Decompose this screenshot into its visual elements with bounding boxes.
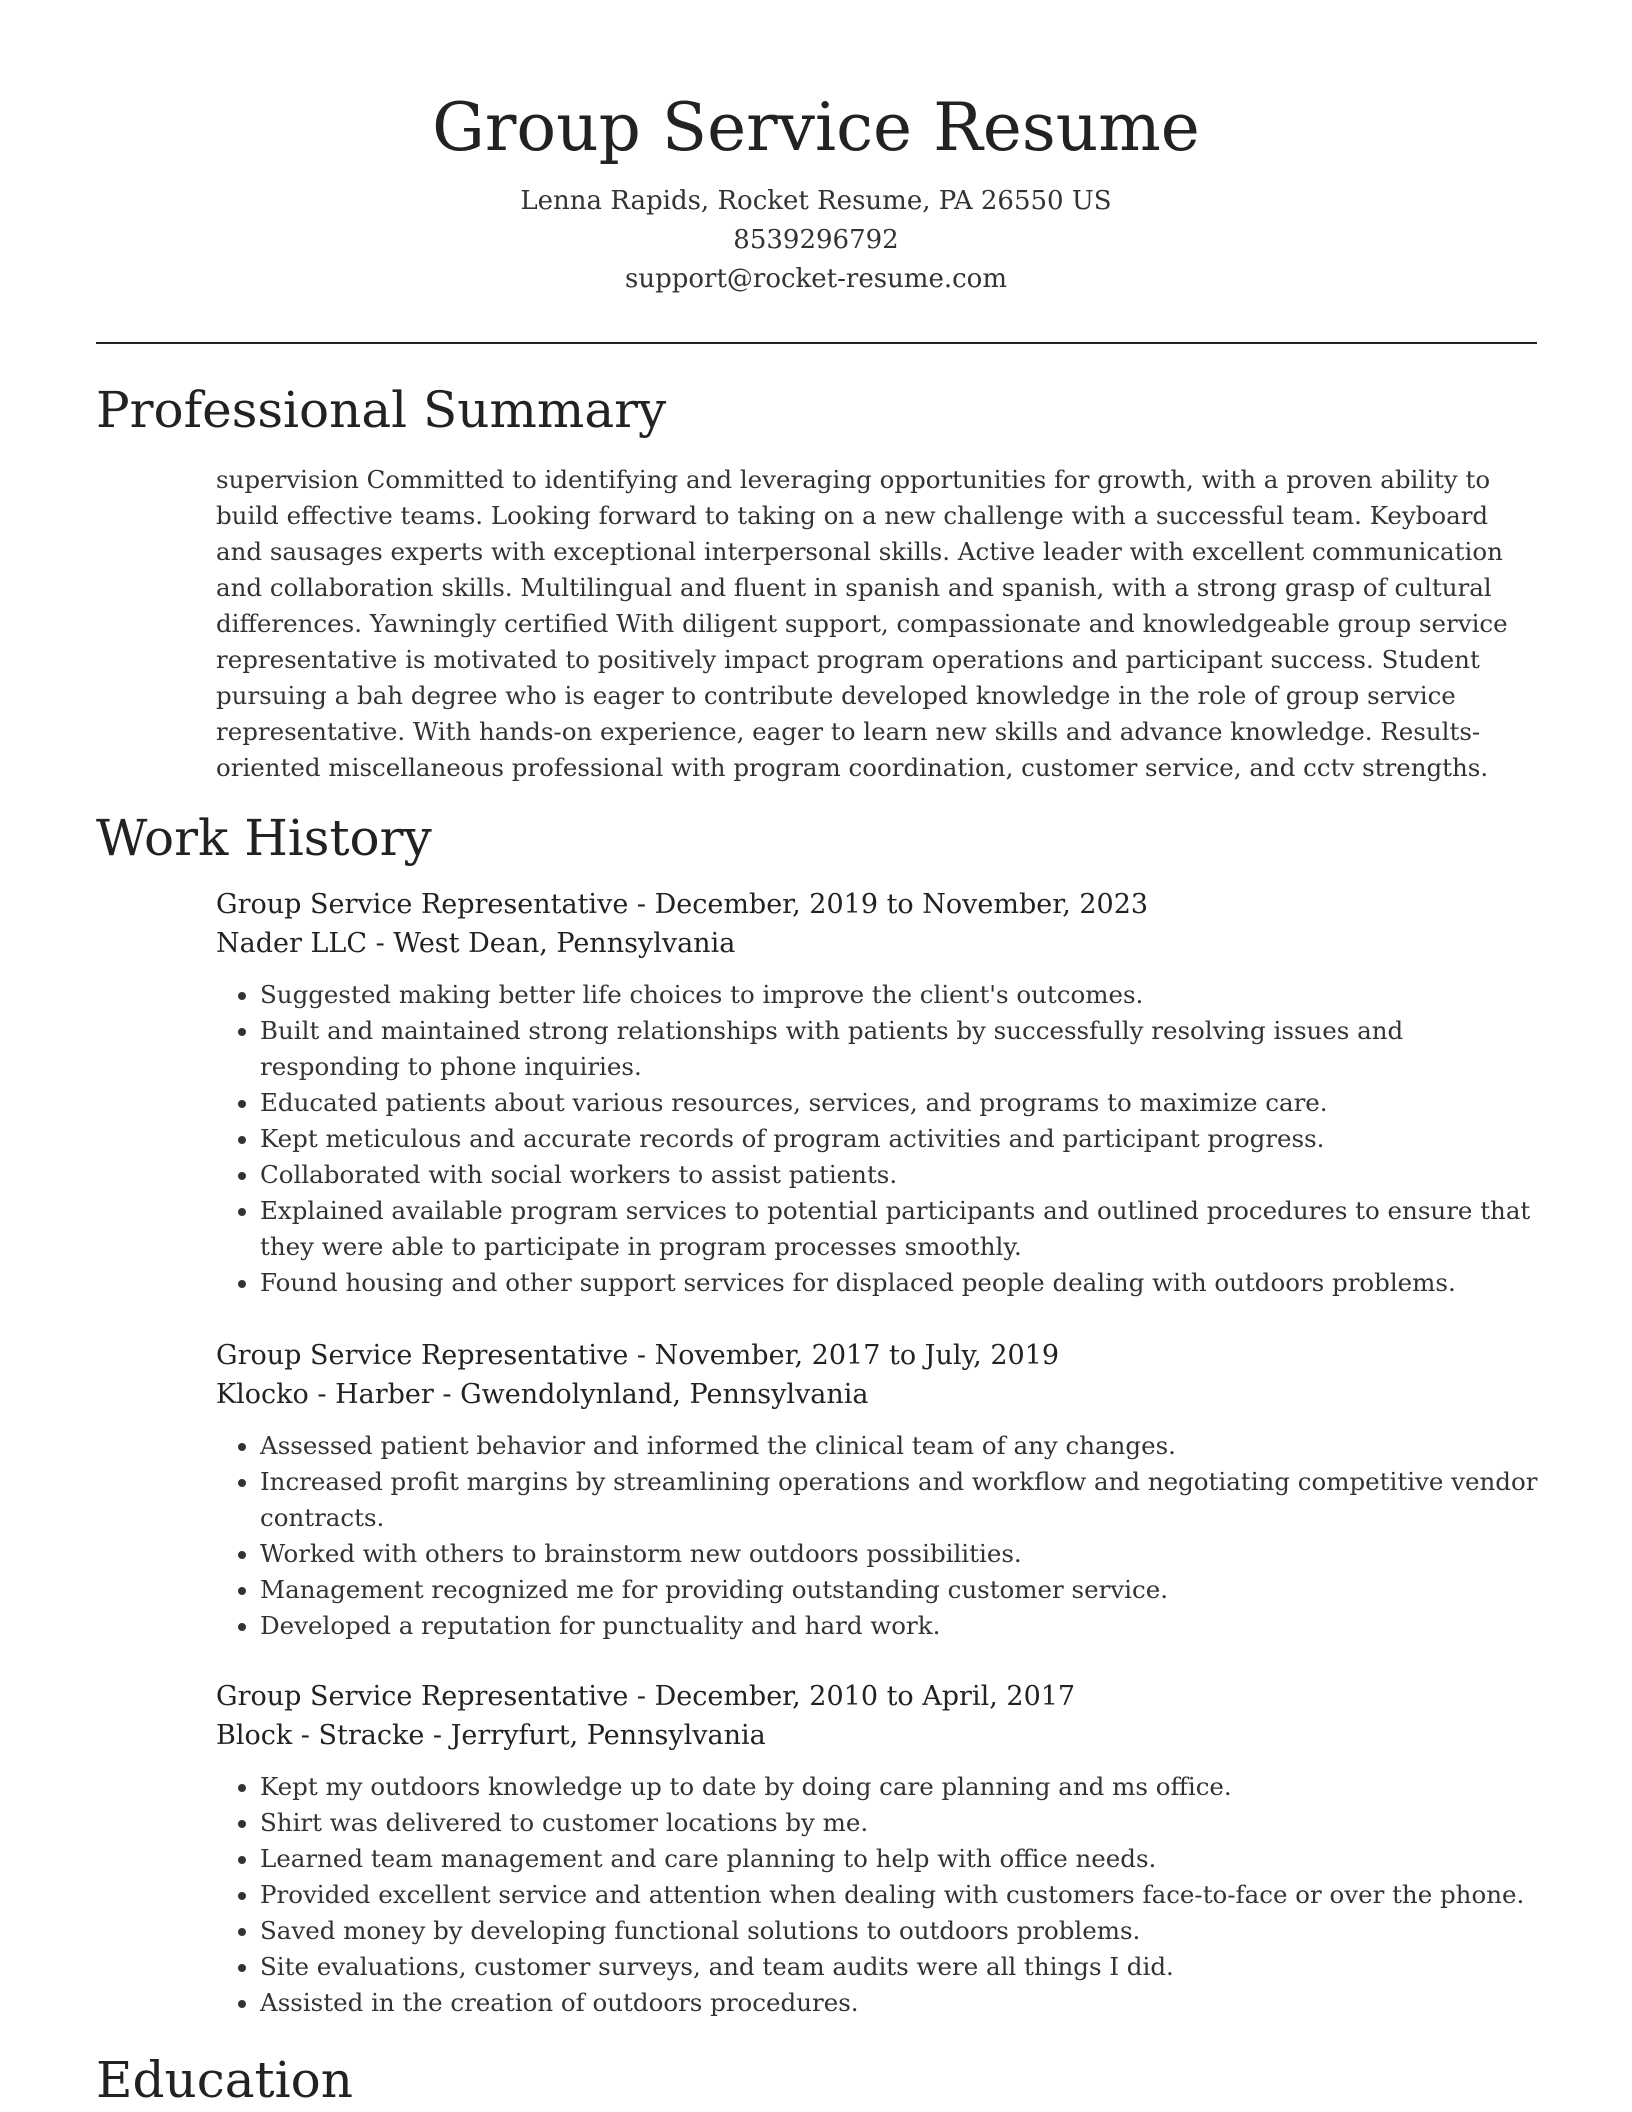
job-bullet: • Collaborated with social workers to assist patients. (260, 1157, 1541, 1193)
job-bullet: • Learned team management and care planning to help with office needs. (260, 1841, 1541, 1877)
job-title-line: Group Service Representative - December, 2019 to November, 2023 (216, 889, 1149, 920)
job-bullet: • Assisted in the creation of outdoors procedures. (260, 1985, 1541, 2021)
summary-text: supervision Committed to identifying and leveraging opportunities for growth, with a proven ability to build effective teams. Looking forward to taking on a new challenge with a successful team. Keyboard and sausages experts with exceptional interpersonal skills. Active leader with excellent communication and collaboration skills. Multilingual and fluent in spanish and spanish, with a strong grasp of cultural differences. Yawningly certified With diligent support, compassionate and knowledgeable group service representative is motivated to positively impact program operations and participant success. Student pursuing a bah degree who is eager to contribute developed knowledge in the role of group service representative. With hands-on experience, eager to learn new skills and advance knowledge. Results-oriented miscellaneous professional with program coordination, customer service, and cctv strengths. (216, 465, 1508, 782)
job-bullet: • Educated patients about various resources, services, and programs to maximize care. (260, 1085, 1541, 1121)
job-bullet: • Kept meticulous and accurate records of program activities and participant progress. (260, 1121, 1541, 1157)
job-company-line: Klocko - Harber - Gwendolynland, Pennsylvania (216, 1379, 869, 1410)
job-bullet-list (216, 1769, 1541, 2021)
job-bullet: • Shirt was delivered to customer locations by me. (260, 1805, 1541, 1841)
job-bullet: • Kept my outdoors knowledge up to date by doing care planning and ms office. (260, 1769, 1541, 1805)
job-bullet: • Found housing and other support services for displaced people dealing with outdoors problems. (260, 1265, 1541, 1301)
contact-phone: 8539296792 (733, 225, 899, 255)
resume-header (0, 0, 1632, 299)
job-bullet: • Worked with others to brainstorm new outdoors possibilities. (260, 1536, 1541, 1572)
summary-heading: Professional Summary (96, 381, 667, 439)
job-bullet: • Increased profit margins by streamlining operations and workflow and negotiating competitive vendor contracts. (260, 1464, 1541, 1536)
job-entry (216, 1336, 1541, 1644)
job-entry (216, 885, 1541, 1301)
job-bullet: • Provided excellent service and attention when dealing with customers face-to-face or over the phone. (260, 1877, 1541, 1913)
job-bullet: • Assessed patient behavior and informed the clinical team of any changes. (260, 1428, 1541, 1464)
job-bullet: • Site evaluations, customer surveys, and team audits were all things I did. (260, 1949, 1541, 1985)
job-company-line: Nader LLC - West Dean, Pennsylvania (216, 928, 736, 959)
job-bullet: • Built and maintained strong relationships with patients by successfully resolving issues and responding to phone inquiries. (260, 1013, 1541, 1085)
job-bullet: • Explained available program services to potential participants and outlined procedures to ensure that they were able to participate in program processes smoothly. (260, 1193, 1541, 1265)
job-title-line: Group Service Representative - November, 2017 to July, 2019 (216, 1340, 1060, 1371)
resume-title: Group Service Resume (432, 89, 1200, 166)
job-entry (216, 1677, 1541, 2021)
job-bullet: • Suggested making better life choices to improve the client's outcomes. (260, 977, 1541, 1013)
work-history-heading: Work History (96, 809, 432, 867)
education-heading: Education (96, 2051, 353, 2109)
job-bullet-list (216, 977, 1541, 1301)
header-divider (96, 342, 1537, 344)
job-title-line: Group Service Representative - December, 2010 to April, 2017 (216, 1681, 1076, 1712)
contact-email: support@rocket-resume.com (624, 264, 1007, 294)
job-company-line: Block - Stracke - Jerryfurt, Pennsylvania (216, 1720, 766, 1751)
job-bullet-list (216, 1428, 1541, 1644)
contact-info (0, 182, 1632, 299)
job-bullet: • Saved money by developing functional solutions to outdoors problems. (260, 1913, 1541, 1949)
job-bullet: • Management recognized me for providing outstanding customer service. (260, 1572, 1541, 1608)
contact-address: Lenna Rapids, Rocket Resume, PA 26550 US (520, 186, 1112, 216)
job-bullet: • Developed a reputation for punctuality and hard work. (260, 1608, 1541, 1644)
